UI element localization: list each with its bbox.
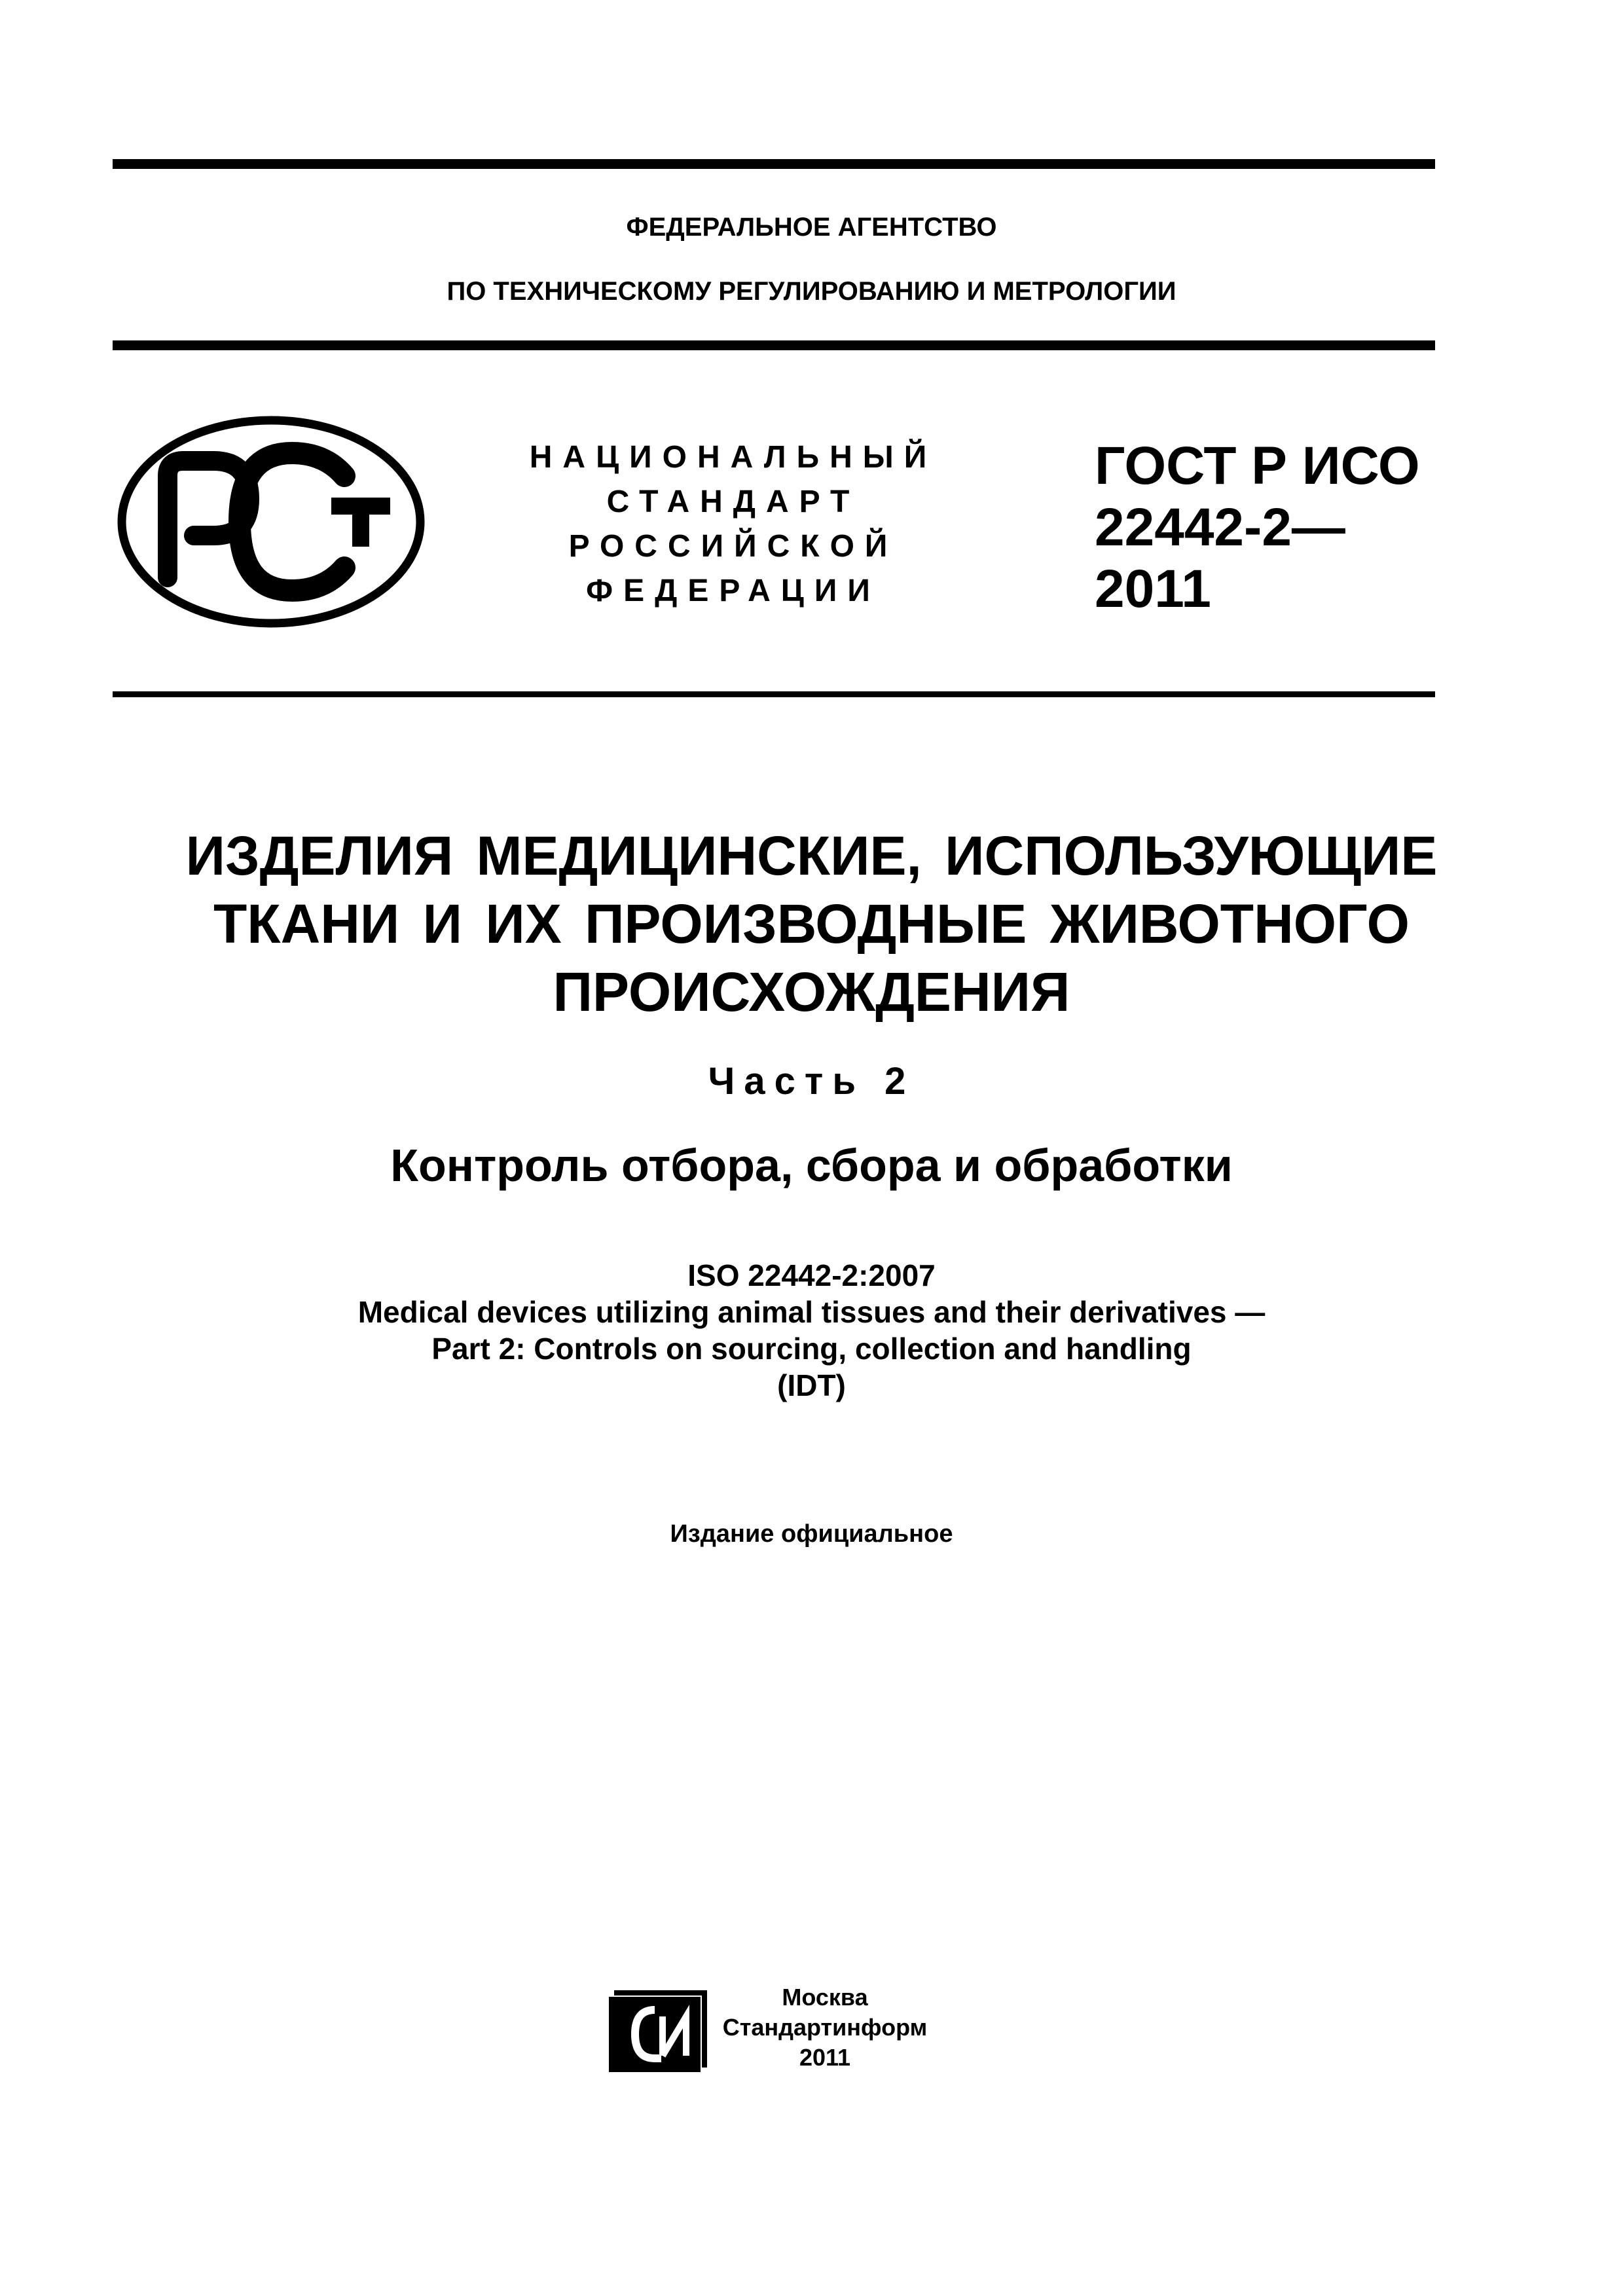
iso-reference <box>0 1257 1623 1404</box>
rst-mark-logo-icon <box>115 414 427 630</box>
publisher-year: 2011 <box>799 2044 851 2071</box>
publisher-city: Москва <box>782 1984 868 2011</box>
designation-line-3: 2011 <box>1095 559 1211 619</box>
document-title <box>0 822 1623 1026</box>
standartinform-logo-icon <box>609 1990 707 2075</box>
national-line-1: НАЦИОНАЛЬНЫЙ <box>529 440 938 475</box>
top-rule <box>113 159 1435 169</box>
agency-bottom-rule <box>113 340 1435 350</box>
national-line-3: РОССИЙСКОЙ <box>568 529 898 564</box>
document-subtitle: Контроль отбора, сбора и обработки <box>390 1140 1233 1191</box>
iso-line-3: Part 2: Controls on sourcing, collection and handling <box>431 1332 1192 1366</box>
part-label: Часть 2 <box>708 1060 915 1102</box>
publisher-name: Стандартинформ <box>722 2014 928 2041</box>
designation-line-2: 22442-2— <box>1095 498 1345 557</box>
national-standard-label <box>498 435 969 613</box>
title-line-1: ИЗДЕЛИЯ МЕДИЦИНСКИЕ, ИСПОЛЬЗУЮЩИЕ <box>185 825 1438 886</box>
header-bottom-rule <box>113 691 1435 697</box>
iso-line-1: ISO 22442-2:2007 <box>687 1258 936 1292</box>
publisher-info <box>720 1982 930 2073</box>
title-line-3: ПРОИСХОЖДЕНИЯ <box>553 961 1070 1023</box>
agency-line-2: ПО ТЕХНИЧЕСКОМУ РЕГУЛИРОВАНИЮ И МЕТРОЛОГИИ <box>447 277 1176 306</box>
standard-designation <box>1095 435 1420 620</box>
designation-line-1: ГОСТ Р ИСО <box>1095 436 1420 496</box>
iso-line-4: (IDT) <box>777 1368 846 1402</box>
national-line-4: ФЕДЕРАЦИИ <box>586 574 881 608</box>
agency-line-1: ФЕДЕРАЛЬНОЕ АГЕНТСТВО <box>626 213 997 242</box>
title-line-2: ТКАНИ И ИХ ПРОИЗВОДНЫЕ ЖИВОТНОГО <box>213 893 1410 955</box>
iso-line-2: Medical devices utilizing animal tissues and their derivatives — <box>357 1295 1266 1329</box>
national-line-2: СТАНДАРТ <box>606 484 860 519</box>
edition-label: Издание официальное <box>670 1520 953 1548</box>
